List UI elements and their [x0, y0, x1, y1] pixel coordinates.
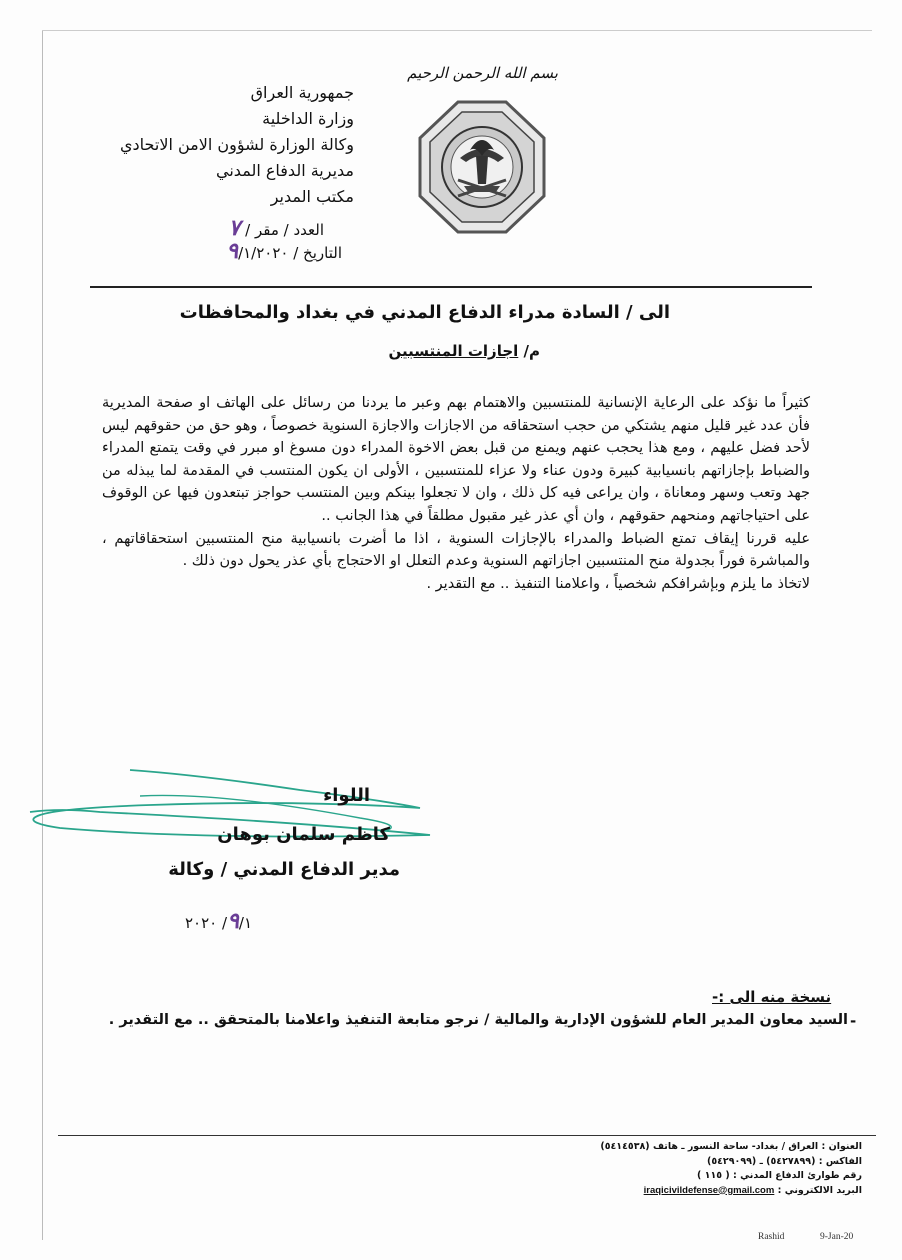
footer-divider [58, 1135, 876, 1136]
letter-recipient: الى / السادة مدراء الدفاع المدني في بغداد والمحافظات [179, 302, 670, 323]
date-month-year: /١/٢٠٢٠ [238, 244, 289, 262]
signatory-rank: اللواء [323, 785, 370, 806]
reference-label: العدد / مقر / [245, 221, 324, 239]
signatory-name: كاظم سلمان بوهان [217, 824, 390, 845]
footer-hotline: رقم طوارئ الدفاع المدني : ( ١١٥ ) [697, 1170, 862, 1181]
signature-date-month-year: /١/ ٢٠٢٠ [185, 914, 253, 932]
page-edge-top [42, 30, 872, 31]
body-paragraph-2: عليه قررنا إيقاف تمتع الضباط والمدراء بالإجازات السنوية ، اذا ما أضرت بانسيابية منح المنتسبين استحقاقاتهم ، والمباشرة فوراً بجدولة منح المنتسبين اجازاتهم السنوية وعدم التعلل او الاحتجاج بأي عذر يحول دون ذلك . [102, 530, 810, 570]
date-handwritten-day: ٩ [226, 238, 239, 264]
letterhead-line-country: جمهورية العراق [250, 83, 354, 102]
copy-bullet: - [850, 1012, 857, 1030]
letterhead-line-agency: وكالة الوزارة لشؤون الامن الاتحادي [120, 135, 354, 154]
ministry-emblem-icon [418, 100, 546, 234]
letterhead [34, 80, 354, 210]
footer-email-label: البريد الالكتروني : [777, 1184, 862, 1196]
subject-text: اجازات المنتسبين [388, 342, 519, 360]
copy-to-line: السيد معاون المدير العام للشؤون الإدارية والمالية / نرجو متابعة التنفيذ واعلامنا بالمتحقق .. مع التقدير . [108, 1012, 848, 1028]
copy-to-heading: نسخة منه الى :- [712, 988, 832, 1006]
scan-stamp-date: 9-Jan-20 [820, 1232, 854, 1242]
page-edge-left [42, 30, 43, 1240]
header-divider [90, 286, 812, 288]
signature-date [185, 908, 252, 934]
reference-handwritten-number: ٧ [228, 215, 241, 241]
letterhead-line-ministry: وزارة الداخلية [262, 109, 354, 128]
footer-email-link[interactable]: iraqicivildefense@gmail.com [643, 1184, 775, 1196]
signatory-title: مدير الدفاع المدني / وكالة [168, 859, 400, 880]
footer-address: العنوان : العراق / بغداد- ساحة النسور ـ هاتف (٥٤١٤٥٣٨) [600, 1141, 862, 1152]
subject-prefix: م/ [523, 342, 540, 360]
letter-body [102, 392, 810, 595]
signature-block [100, 785, 400, 880]
scan-stamp-author: Rashid [758, 1232, 785, 1242]
body-paragraph-3: لاتخاذ ما يلزم وبإشرافكم شخصياً ، واعلامنا التنفيذ .. مع التقدير . [426, 575, 810, 592]
letterhead-line-office: مكتب المدير [270, 187, 354, 206]
letter-date [226, 238, 342, 264]
footer-email-row [302, 1184, 862, 1199]
basmala: بسم الله الرحمن الرحيم [407, 64, 558, 82]
signature-date-handwritten-day: ٩ [227, 908, 239, 934]
letterhead-line-directorate: مديرية الدفاع المدني [216, 161, 354, 180]
footer-contact [302, 1140, 862, 1198]
footer-fax: الفاكس : (٥٤٢٧٨٩٩) ـ (٥٤٢٩٠٩٩) [706, 1155, 862, 1167]
body-paragraph-1: كثيراً ما نؤكد على الرعاية الإنسانية للمنتسبين والاهتمام بهم وعبر ما يردنا من رسائل على الهاتف او صفحة المديرية فأن عدد غير قليل منهم يشتكي من حجب استحقاقه من الاجازات والاجازة السنوية خصوصاً ، وهو حق من حقوقهم ليس لأحد فضل عليهم ، ومع هذا يحجب عنهم ويمنع من قبل بعض الاخوة المدراء دون مسوغ او مبرر في وقت يتمتع المدراء والضباط بإجازاتهم بانسيابية كبيرة ودون عناء ولا عزاء للمنتسبين ، الأولى ان يكون المنتسب في المقدمة لما يبذله من جهد وتعب وسهر ومعاناة ، وان يراعى فيه كل ذلك ، وان لا تجعلوا بينكم وبين المنتسب حواجز تبتعدون فيها عن الوقوف على احتياجاتهم ومنحهم حقوقهم ، وان أي عذر غير مقبول مطلقاً في هذا الجانب .. [102, 395, 810, 524]
date-label: التاريخ / [293, 244, 342, 262]
letter-subject [380, 342, 540, 360]
